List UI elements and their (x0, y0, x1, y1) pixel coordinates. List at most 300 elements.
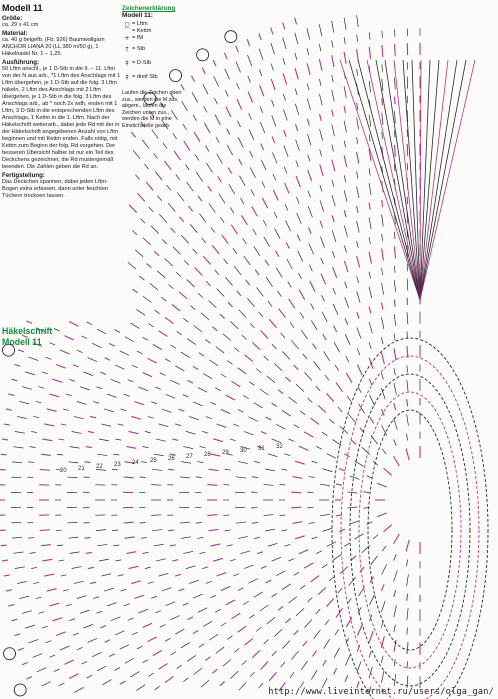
stitch-mark (264, 484, 274, 485)
stitch-mark (86, 447, 92, 448)
diagram-title-line2: Modell 11 (2, 337, 42, 347)
stitch-mark (214, 98, 217, 104)
stitch-mark (289, 559, 295, 562)
stitch-mark (145, 567, 151, 568)
stitch-mark (156, 439, 166, 441)
stitch-mark (164, 161, 171, 170)
stitch-mark (252, 342, 260, 349)
stitch-mark (36, 597, 42, 599)
stitch-mark (211, 227, 215, 232)
stitch-mark (69, 322, 78, 327)
stitch-mark (262, 181, 265, 187)
stitch-mark (190, 224, 197, 232)
stitch-mark (282, 584, 291, 590)
stitch-mark (257, 552, 263, 554)
stitch-mark (125, 658, 134, 663)
stitch-mark (8, 394, 14, 396)
stitch-mark (63, 590, 69, 591)
stitch-mark (87, 675, 92, 678)
stitch-mark (225, 469, 231, 470)
stitch-mark (64, 660, 73, 664)
stitch-mark (299, 550, 308, 554)
stitch-mark (382, 283, 384, 295)
stitch-mark (382, 249, 384, 261)
stitch-mark (249, 615, 254, 619)
stitch-mark (132, 632, 138, 635)
stitch-mark (70, 447, 80, 449)
stitch-mark (177, 192, 184, 201)
stitch-mark (310, 281, 315, 291)
stitch-mark (193, 402, 202, 406)
stitch-mark (181, 235, 188, 243)
stitch-mark (60, 646, 69, 650)
finishing-label: Fertigstellung: (2, 172, 45, 179)
stitch-mark (296, 608, 304, 615)
stitch-mark (45, 641, 51, 643)
stitch-mark (187, 280, 195, 287)
stitch-mark (333, 439, 342, 445)
stitch-mark (381, 352, 384, 363)
stitch-mark (347, 598, 351, 604)
stitch-mark (307, 83, 309, 90)
stitch-mark (264, 640, 269, 644)
stitch-mark (205, 146, 209, 152)
stitch-mark (359, 587, 365, 597)
stitch-mark (395, 78, 396, 90)
stitch-mark (131, 581, 141, 584)
stitch-mark (205, 339, 210, 343)
stitch-mark (124, 522, 134, 523)
stitch-mark (83, 372, 93, 376)
stitch-mark (370, 595, 375, 605)
stitch-mark (241, 215, 247, 225)
stitch-mark (63, 409, 69, 410)
stitch-mark (382, 132, 383, 139)
stitch-mark (197, 537, 203, 538)
stitch-mark (244, 565, 254, 569)
stitch-mark (266, 580, 271, 583)
stitch-mark (181, 352, 190, 357)
stitch-mark (184, 260, 189, 265)
stitch-mark (394, 659, 395, 666)
stitch-mark (199, 446, 205, 447)
stitch-mark (54, 328, 60, 331)
stitch-mark (371, 435, 378, 444)
stitch-mark (190, 306, 195, 310)
stitch-mark (203, 374, 212, 379)
stitch-mark (136, 309, 145, 315)
stitch-mark (234, 648, 239, 652)
stitch-mark (253, 229, 257, 235)
fan-spoke (349, 60, 420, 300)
stitch-mark (298, 251, 303, 261)
stitch-mark (276, 268, 282, 278)
stitch-mark (238, 368, 247, 374)
stitch-mark (370, 417, 374, 423)
stitch-mark (384, 525, 392, 532)
stitch-mark (407, 365, 408, 372)
stitch-mark (22, 662, 28, 664)
diagram-title-line1: Häkelschrift (2, 326, 53, 336)
stitch-mark (111, 379, 121, 383)
stitch-mark (407, 574, 409, 586)
stitch-mark (369, 322, 372, 333)
stitch-mark (74, 581, 84, 583)
stitch-mark (357, 35, 358, 42)
stitch-mark (357, 117, 359, 129)
stitch-mark (132, 365, 138, 368)
stitch-mark (369, 81, 370, 93)
stitch-mark (283, 38, 286, 49)
stitch-mark (148, 324, 153, 327)
stitch-mark (215, 609, 220, 612)
stitch-mark (321, 274, 326, 285)
stitch-mark (255, 270, 259, 275)
stitch-mark (290, 672, 294, 677)
stitch-mark (33, 416, 39, 417)
stitch-mark (206, 417, 212, 419)
stitch-mark (184, 141, 190, 150)
stitch-mark (214, 76, 219, 86)
stitch-mark (338, 588, 342, 593)
stitch-mark (357, 69, 358, 76)
stitch-mark (238, 121, 241, 127)
stitch-mark (242, 660, 247, 664)
stitch-mark (156, 559, 166, 561)
stitch-mark (14, 364, 20, 366)
stitch-mark (203, 256, 210, 264)
stitch-mark (336, 515, 342, 516)
stitch-mark (68, 462, 78, 463)
stitch-mark (407, 628, 408, 635)
stitch-mark (369, 203, 370, 210)
stitch-mark (22, 387, 32, 390)
stitch-mark (264, 356, 269, 360)
stitch-mark (189, 206, 193, 211)
stitch-mark (309, 522, 315, 523)
stitch-mark (150, 283, 158, 290)
triple-treble-icon: ‡ (125, 73, 129, 81)
stitch-mark (99, 439, 109, 441)
center-oval-ring (368, 410, 452, 650)
stitch-mark (382, 214, 384, 226)
fan-spoke (420, 60, 439, 300)
stitch-mark (318, 587, 326, 594)
stitch-mark (97, 329, 106, 334)
stitch-mark (381, 601, 385, 612)
legend-label: = Stb (132, 45, 146, 52)
stitch-mark (159, 424, 169, 427)
stitch-mark (334, 342, 339, 352)
stitch-mark (203, 621, 212, 626)
stitch-mark (307, 119, 309, 126)
stitch-mark (215, 388, 220, 391)
stitch-mark (312, 344, 316, 350)
stitch-mark (304, 372, 311, 380)
stitch-mark (124, 477, 134, 478)
stitch-mark (209, 360, 218, 366)
stitch-mark (344, 52, 346, 64)
stitch-mark (183, 551, 193, 553)
stitch-mark (311, 670, 317, 680)
stitch-mark (61, 575, 67, 576)
fan-spoke (420, 60, 457, 300)
stitch-mark (233, 424, 239, 426)
stitch-mark (193, 366, 198, 369)
stitch-mark (151, 402, 157, 404)
stitch-mark (248, 76, 251, 82)
stitch-mark (357, 365, 362, 375)
stitch-mark (154, 544, 164, 546)
stitch-mark (382, 546, 386, 551)
chain-scallop (225, 31, 237, 43)
stitch-mark (1, 454, 7, 455)
stitch-mark (154, 454, 164, 456)
stitch-mark (222, 235, 229, 244)
stitch-mark (73, 633, 79, 635)
stitch-mark (30, 447, 36, 448)
stitch-mark (19, 596, 29, 598)
stitch-mark (316, 386, 320, 391)
stitch-mark (166, 394, 175, 398)
stitch-mark (201, 313, 209, 320)
stitch-mark (407, 399, 408, 406)
stitch-mark (332, 145, 334, 152)
stitch-mark (77, 401, 87, 404)
stitch-mark (254, 246, 260, 255)
stitch-mark (223, 334, 231, 341)
stitch-mark (332, 125, 335, 137)
stitch-mark (254, 403, 263, 408)
stitch-mark (159, 214, 166, 222)
stitch-mark (244, 431, 254, 435)
stitch-mark (126, 447, 136, 449)
fan-spoke (403, 60, 420, 300)
stitch-mark (88, 638, 97, 642)
stitch-mark (288, 282, 292, 288)
stitch-mark (148, 582, 154, 584)
stitch-mark (161, 297, 166, 301)
stitch-mark (394, 605, 397, 617)
stitch-mark (394, 439, 397, 445)
stitch-mark (308, 170, 312, 181)
stitch-mark (143, 373, 152, 377)
stitch-mark (327, 454, 336, 459)
stitch-mark (299, 446, 308, 450)
stitch-mark (195, 155, 199, 161)
stitch-mark (249, 113, 252, 119)
stitch-mark (344, 18, 346, 30)
stitch-mark (149, 207, 153, 212)
stitch-mark (332, 55, 334, 67)
stitch-mark (124, 604, 130, 606)
stitch-mark (206, 163, 212, 173)
stitch-mark (220, 217, 224, 222)
stitch-mark (131, 132, 135, 137)
stitch-mark (345, 318, 348, 324)
stitch-mark (301, 330, 307, 339)
stitch-mark (49, 394, 59, 397)
stitch-mark (333, 304, 338, 315)
stitch-mark (300, 312, 304, 318)
stitch-mark (193, 115, 196, 121)
stitch-mark (145, 431, 151, 432)
stitch-mark (254, 537, 260, 538)
stitch-mark (286, 220, 291, 230)
stitch-mark (239, 683, 247, 691)
stitch-mark (69, 674, 78, 679)
stitch-mark (259, 312, 263, 317)
stitch-mark (170, 454, 176, 455)
stitch-mark (309, 227, 312, 233)
fan-spoke (358, 60, 420, 300)
stitch-mark (289, 397, 297, 404)
stitch-mark (141, 462, 147, 463)
stitch-mark (377, 483, 387, 487)
stitch-mark (13, 447, 23, 448)
stitch-mark (252, 477, 258, 478)
stitch-mark (162, 239, 167, 244)
stitch-mark (143, 552, 149, 553)
stitch-mark (101, 574, 111, 576)
stitch-mark (83, 624, 93, 628)
stitch-mark (294, 630, 298, 635)
stitch-mark (319, 79, 321, 86)
stitch-mark (230, 207, 234, 213)
fan-spoke (367, 60, 420, 300)
stitch-mark (128, 618, 134, 620)
stitch-mark (187, 655, 196, 661)
stitch-mark (74, 687, 83, 692)
stitch-mark (344, 210, 346, 217)
stitch-mark (56, 365, 66, 369)
stitch-mark (407, 312, 408, 324)
stitch-mark (2, 560, 8, 561)
stitch-mark (370, 395, 375, 405)
stitch-mark (300, 585, 305, 589)
stitch-mark (212, 669, 217, 673)
stitch-mark (186, 431, 196, 434)
stitch-mark (291, 507, 301, 508)
chain-scallop (4, 648, 16, 660)
stitch-mark (238, 588, 244, 591)
stitch-mark (394, 368, 395, 375)
stitch-mark (213, 60, 216, 66)
stitch-mark (382, 234, 383, 241)
stitch-mark (278, 606, 283, 610)
stitch-mark (187, 339, 196, 345)
stitch-mark (336, 484, 342, 485)
stitch-mark (394, 314, 396, 326)
stitch-mark (286, 377, 291, 381)
stitch-mark (112, 469, 118, 470)
round-number: 30 (240, 448, 247, 454)
stitch-mark (259, 683, 263, 688)
stitch-mark (357, 172, 358, 179)
stitch-mark (105, 640, 111, 643)
stitch-mark (196, 172, 202, 181)
treble-crochet-icon: ‡ (125, 59, 129, 67)
stitch-mark (275, 228, 280, 238)
stitch-mark (261, 566, 267, 568)
stitch-mark (80, 610, 90, 613)
stitch-mark (186, 566, 196, 569)
stitch-mark (347, 492, 357, 493)
stitch-mark (219, 194, 225, 203)
stitch-mark (210, 402, 216, 405)
stitch-mark (87, 322, 92, 325)
stitch-mark (357, 256, 360, 267)
stitch-mark (319, 59, 322, 71)
stitch-mark (259, 70, 261, 77)
stitch-mark (322, 469, 332, 472)
stitch-mark (294, 572, 299, 575)
stitch-mark (225, 90, 228, 96)
stitch-mark (196, 522, 202, 523)
stitch-mark (245, 638, 253, 645)
stitch-mark (236, 62, 240, 73)
stitch-mark (100, 372, 106, 374)
stitch-mark (295, 18, 297, 25)
stitch-mark (369, 115, 371, 127)
stitch-mark (203, 84, 208, 94)
stitch-mark (351, 440, 356, 444)
stitch-mark (173, 247, 181, 255)
stitch-mark (225, 277, 232, 285)
stitch-mark (227, 129, 230, 135)
stitch-mark (29, 357, 39, 360)
stitch-mark (394, 232, 395, 239)
stitch-mark (260, 122, 265, 133)
stitch-mark (369, 134, 370, 141)
stitch-mark (261, 160, 266, 170)
stitch-mark (193, 631, 198, 634)
stitch-mark (187, 182, 194, 191)
stitch-mark (99, 559, 109, 561)
stitch-mark (291, 651, 298, 660)
stitch-mark (284, 130, 286, 137)
stitch-mark (47, 589, 57, 591)
stitch-mark (367, 476, 373, 479)
stitch-mark (115, 439, 121, 440)
stitch-mark (347, 507, 357, 508)
stitch-mark (289, 596, 297, 603)
stitch-mark (295, 104, 299, 115)
stitch-mark (382, 64, 383, 71)
stitch-mark (15, 567, 25, 569)
stitch-mark (33, 654, 42, 658)
stitch-mark (381, 584, 384, 590)
stitch-mark (74, 416, 84, 418)
chain-scallop (197, 49, 209, 61)
stitch-mark (349, 414, 356, 422)
stitch-mark (296, 176, 300, 187)
stitch-mark (318, 405, 326, 412)
stitch-mark (128, 262, 136, 269)
watermark-url: http://www.liveinternet.ru/users/olga_gan/ (268, 687, 494, 697)
stitch-mark (384, 468, 392, 475)
stitch-mark (198, 196, 202, 201)
stitch-mark (180, 477, 190, 478)
stitch-mark (360, 567, 364, 572)
stitch-mark (176, 175, 180, 180)
stitch-mark (120, 645, 129, 650)
stitch-mark (221, 374, 226, 377)
stitch-mark (369, 631, 373, 642)
stitch-mark (254, 592, 263, 597)
stitch-mark (266, 417, 271, 420)
stitch-mark (265, 529, 275, 531)
